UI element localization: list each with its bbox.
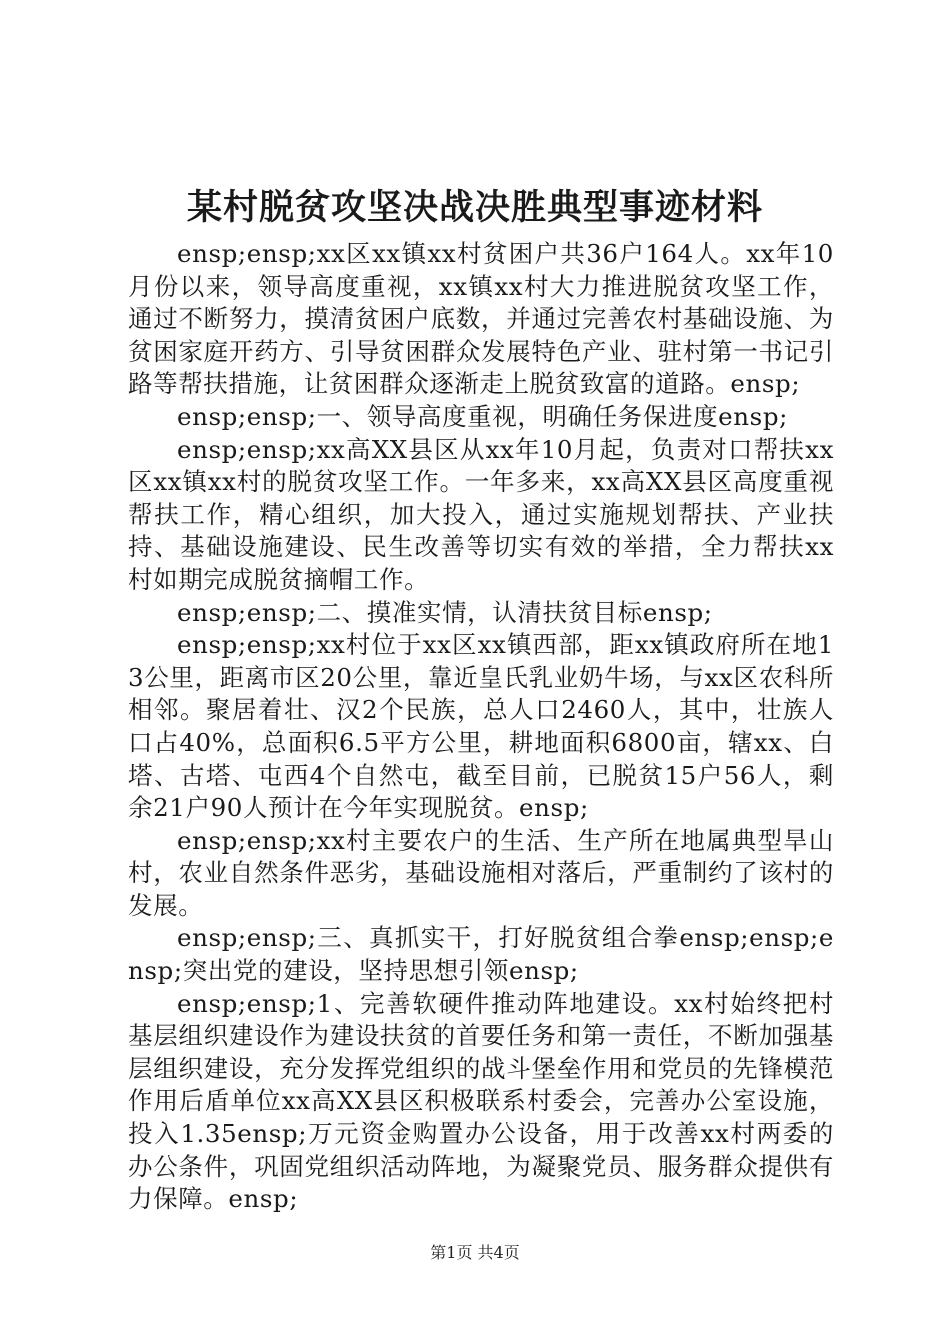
page-number-footer: 第1页 共4页 [430,1243,520,1262]
document-body [128,238,834,1216]
paragraph-conditions: ensp;ensp;xx村主要农户的生活、生产所在地属典型旱山村，农业自然条件恶劣，基础设施相对落后，严重制约了该村的发展。 [128,825,834,920]
document-title: 某村脱贫攻坚决战决胜典型事迹材料 [186,187,763,228]
paragraph-heading-1: ensp;ensp;一、领导高度重视，明确任务保进度ensp; [177,401,788,431]
paragraph-heading-2: ensp;ensp;二、摸准实情，认清扶贫目标ensp; [177,597,713,627]
paragraph-intro: ensp;ensp;xx区xx镇xx村贫困户共36户164人。xx年10月份以来，领导高度重视，xx镇xx村大力推进脱贫攻坚工作，通过不断努力，摸清贫困户底数，并通过完善农村基础设施、为贫困家庭开药方、引导贫困群众发展特色产业、驻村第一书记引路等帮扶措施，让贫困群众逐渐走上脱贫致富的道路。ensp; [128,239,834,399]
paragraph-village-profile: ensp;ensp;xx村位于xx区xx镇西部，距xx镇政府所在地13公里，距离市区20公里，靠近皇氏乳业奶牛场，与xx区农科所相邻。聚居着壮、汉2个民族，总人口2460人，其中，壮族人口占40%，总面积6.5平方公里，耕地面积6800亩，辖xx、白塔、古塔、屯西4个自然屯，截至目前，已脱贫15户56人，剩余21户90人预计在今年实现脱贫。ensp; [128,630,834,823]
paragraph-support: ensp;ensp;xx高XX县区从xx年10月起，负责对口帮扶xx区xx镇xx村的脱贫攻坚工作。一年多来，xx高XX县区高度重视帮扶工作，精心组织，加大投入，通过实施规划帮扶、产业扶持、基础设施建设、民生改善等切实有效的举措，全力帮扶xx村如期完成脱贫摘帽工作。 [128,434,834,594]
paragraph-infrastructure: ensp;ensp;1、完善软硬件推动阵地建设。xx村始终把村基层组织建设作为建设扶贫的首要任务和第一责任，不断加强基层组织建设，充分发挥党组织的战斗堡垒作用和党员的先锋模范作用后盾单位xx高XX县区积极联系村委会，完善办公室设施，投入1.35ensp;万元资金购置办公设备，用于改善xx村两委的办公条件，巩固党组织活动阵地，为凝聚党员、服务群众提供有力保障。ensp; [128,988,834,1214]
paragraph-heading-3: ensp;ensp;三、真抓实干，打好脱贫组合拳ensp;ensp;ensp;突出党的建设，坚持思想引领ensp; [128,923,834,986]
